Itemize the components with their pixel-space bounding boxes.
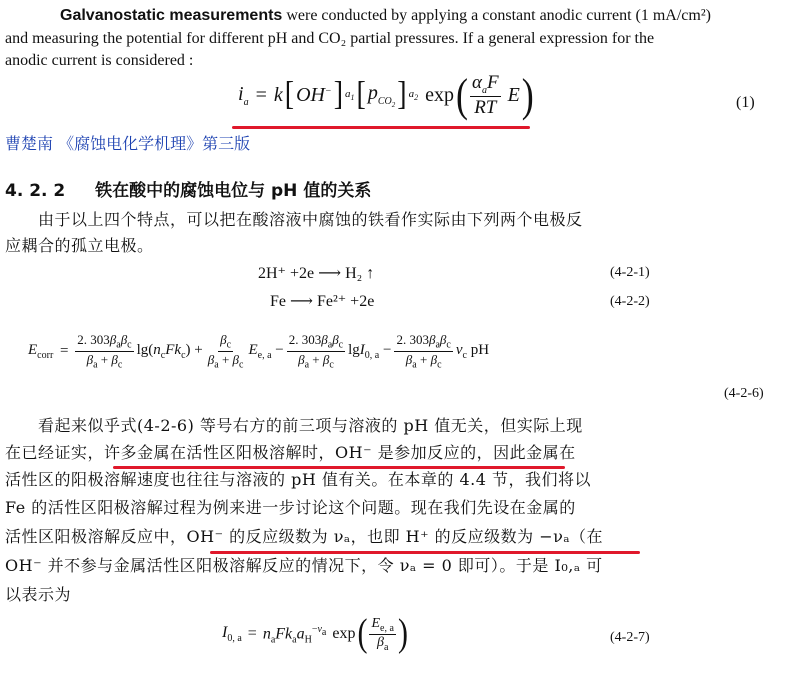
- reaction-4-2-1-number: (4-2-1): [610, 265, 650, 280]
- body-line-6: OH⁻ 并不参与金属活性区阳极溶解反应的情况下，令 νₐ = 0 即可）。于是 I₀,ₐ 可: [5, 556, 603, 575]
- section-number: 4. 2. 2: [5, 181, 66, 201]
- intro-line-2: 应耦合的孤立电极。: [5, 236, 154, 255]
- red-underline-equation: [232, 126, 530, 129]
- equation-4-2-7-number: (4-2-7): [610, 630, 650, 645]
- reaction-4-2-2-number: (4-2-2): [610, 294, 650, 309]
- body-line-7: 以表示为: [5, 585, 72, 604]
- body-line-2: 在已经证实，许多金属在活性区阳极溶解时，OH⁻ 是参加反应的，因此金属在: [5, 443, 576, 462]
- excerpt-line-3: anodic current is considered :: [5, 52, 194, 69]
- reaction-4-2-2: Fe ⟶ Fe²⁺ +2e: [270, 293, 375, 310]
- reaction-4-2-1: 2H⁺ +2e ⟶ H₂ ↑: [258, 265, 375, 282]
- excerpt-line-1-rest: were conducted by applying a constant anodic current (1 mA/cm²): [282, 7, 711, 24]
- intro-line-1: 由于以上四个特点，可以把在酸溶液中腐蚀的铁看作实际由下列两个电极反: [38, 210, 583, 229]
- section-title: 铁在酸中的腐蚀电位与 pH 值的关系: [95, 181, 372, 201]
- body-line-4: Fe 的活性区阳极溶解过程为例来进一步讨论这个问题。现在我们先设在金属的: [5, 498, 576, 517]
- section-heading: [5, 176, 371, 201]
- equation-1-number: (1): [736, 94, 755, 111]
- equation-4-2-6: $E_{corr}$ = $\frac{2. 303\beta_a\beta_c}{\beta_a + \beta_c}$ $\lg(n_cFk_c)$ + $\frac{\beta_c}{\beta_a + \beta_c}$ $E_{e, a}$ − $\frac{2. 303\beta_a\beta_c}{\beta_a + \beta_c}$ lgI$_{0, a}$ − $\frac{2. 303\beta_a\beta_c}{\beta_a + \beta_c}$ $\nu_c$ pH: [28, 332, 490, 371]
- equation-1: $i_a$ = k [ OH− ] $a_1$ [ $p_{CO_2}$ ] $a_2$ exp ( $\frac{\alpha_aF}{RT}$ E ): [238, 69, 534, 122]
- red-underline-line-2: [113, 466, 565, 469]
- excerpt-line-1: [60, 6, 711, 26]
- red-underline-line-5: [210, 551, 640, 554]
- equation-4-2-6-number: (4-2-6): [724, 386, 764, 401]
- body-line-3: 活性区的阳极溶解速度也往往与溶液的 pH 值有关。在本章的 4.4 节，我们将以: [5, 470, 591, 489]
- equation-4-2-7: $I_{0, a}$ = $n_aFk_aa_H^{-\nu_a}$ exp ( $\frac{E_{e, a}}{\beta_a}$ ): [222, 612, 408, 656]
- citation: 曹楚南 《腐蚀电化学机理》第三版: [5, 134, 251, 153]
- body-line-1: 看起来似乎式(4-2-6) 等号右方的前三项与溶液的 pH 值无关，但实际上现: [38, 416, 583, 435]
- excerpt-line-2: and measuring the potential for different pH and CO₂ partial pressures. If a general expression for the: [5, 30, 655, 47]
- excerpt-bold-term: Galvanostatic measurements: [60, 7, 283, 24]
- body-line-5: 活性区阳极溶解反应中，OH⁻ 的反应级数为 νₐ，也即 H⁺ 的反应级数为 −νₐ（在: [5, 527, 604, 546]
